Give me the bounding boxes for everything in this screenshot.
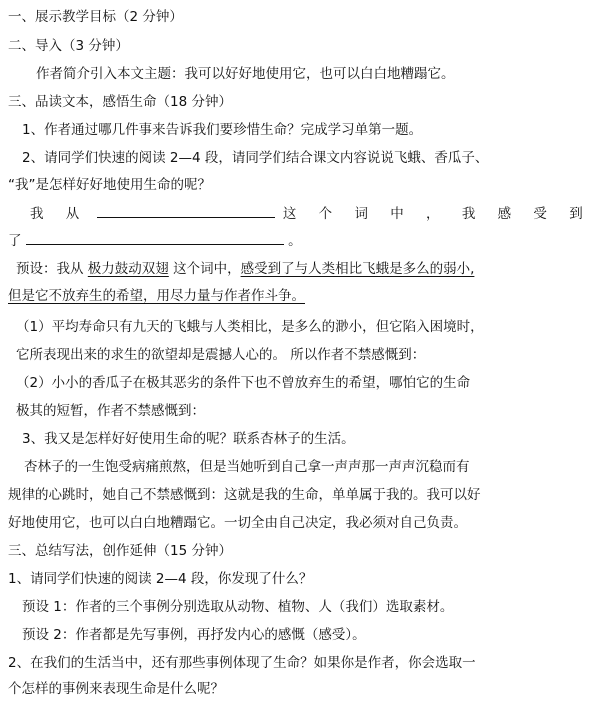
- preset-answer-line-2: [8, 285, 498, 307]
- fill-blank-line-2: [8, 230, 498, 252]
- point-1-line-2: 它所表现出来的求生的欲望却是震撼人心的。 所以作者不禁感慨到：: [16, 347, 426, 363]
- extension-question-1: 1、请同学们快速的阅读 2—4 段，你发现了什么？: [8, 571, 313, 587]
- point-1-line-1: （1）平均寿命只有九天的飞蛾与人类相比，是多么的渺小，但它陷入困境时，: [16, 319, 484, 335]
- paragraph-line-2: 规律的心跳时，她自己不禁感慨到：这就是我的生命，单单属于我的。我可以好: [8, 487, 481, 503]
- preset-label: 预设：我从: [16, 261, 88, 277]
- intro-text: 作者简介引入本文主题：我可以好好地使用它，也可以白白地糟蹋它。: [36, 66, 455, 82]
- fill-blank-suffix: 这 个 词 中 ， 我 感 受 到: [282, 206, 592, 222]
- question-2-line-2: “我”是怎样好好地使用生命的呢？: [8, 177, 211, 193]
- point-2-line-1: （2）小小的香瓜子在极其恶劣的条件下也不曾放弃生的希望，哪怕它的生命: [16, 375, 471, 391]
- section-2-heading: 二、导入（3 分钟）: [8, 38, 129, 54]
- paragraph-line-1: 杏林子的一生饱受病痛煎熬，但是当她听到自己拿一声声那一声声沉稳而有: [24, 459, 470, 475]
- blank-feeling-field[interactable]: [26, 230, 284, 245]
- fill-blank-end: 。: [288, 233, 302, 249]
- extension-question-2-line-1: 2、在我们的生活当中，还有那些事例体现了生命？如果你是作者，你会选取一: [8, 655, 476, 671]
- extension-preset-2: 预设 2：作者都是先写事例，再抒发内心的感慨（感受）。: [22, 627, 366, 643]
- extension-preset-1: 预设 1：作者的三个事例分别选取从动物、植物、人（我们）选取素材。: [22, 599, 454, 615]
- question-1: 1、作者通过哪几件事来告诉我们要珍惜生命？完成学习单第一题。: [22, 122, 423, 138]
- section-1-heading: 一、展示教学目标（2 分钟）: [8, 9, 183, 25]
- preset-feeling-continued: 但是它不放弃生的希望，用尽力量与作者作斗争。: [8, 288, 305, 304]
- point-2-line-2: 极其的短暂，作者不禁感慨到：: [16, 403, 205, 419]
- preset-feeling: 感受到了与人类相比飞蛾是多么的弱小,: [240, 261, 475, 277]
- paragraph-line-3: 好地使用它，也可以白白地糟蹋它。一切全由自己决定，我必须对自己负责。: [8, 515, 467, 531]
- section-3-heading: 三、品读文本，感悟生命（18 分钟）: [8, 94, 232, 110]
- fill-blank-line-1: [30, 203, 592, 225]
- preset-middle: 这个词中，: [168, 261, 241, 277]
- fill-blank-prefix-2: 了: [8, 233, 22, 249]
- question-3: 3、我又是怎样好好使用生命的呢？联系杏林子的生活。: [22, 431, 355, 447]
- preset-answer-line-1: [16, 258, 506, 280]
- preset-keyword: 极力鼓动双翅: [87, 261, 169, 277]
- fill-blank-prefix: 我 从: [30, 206, 89, 222]
- extension-question-2-line-2: 个怎样的事例来表现生命是什么呢？: [8, 681, 224, 697]
- blank-word-field[interactable]: [97, 203, 275, 218]
- section-3b-heading: 三、总结写法，创作延伸（15 分钟）: [8, 543, 232, 559]
- question-2-line-1: 2、请同学们快速的阅读 2—4 段，请同学们结合课文内容说说飞蛾、香瓜子、: [22, 150, 489, 166]
